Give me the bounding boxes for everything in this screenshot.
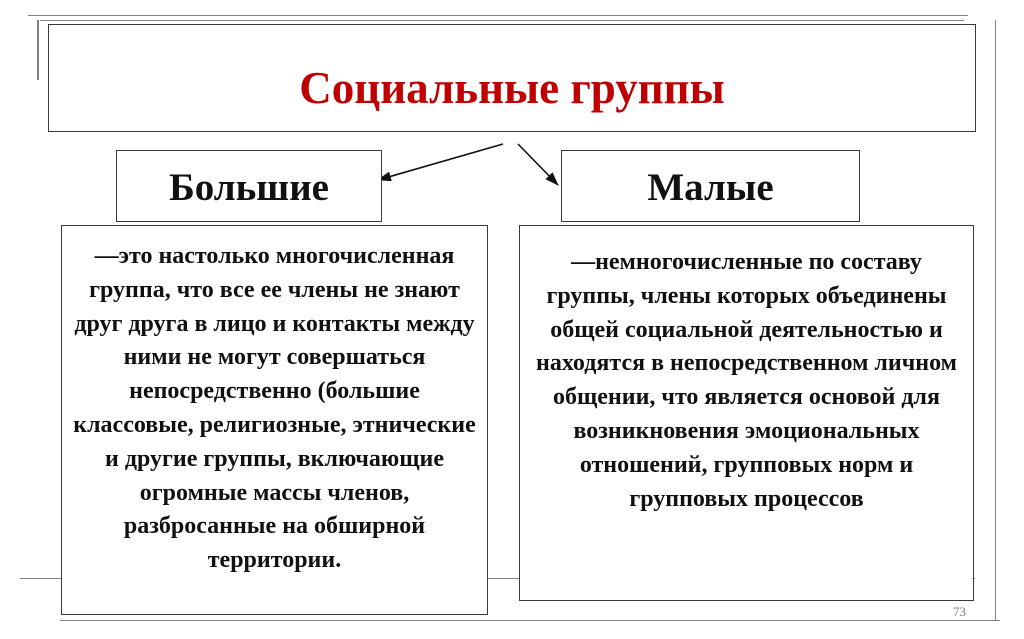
- large-groups-label: Большие: [169, 166, 329, 209]
- arrow-to-small: [518, 144, 558, 185]
- diagram-title: Социальные группы: [299, 63, 725, 113]
- small-groups-description-box: [519, 225, 974, 601]
- arrow-to-large: [378, 144, 503, 180]
- small-groups-description: —немногочисленные по составу группы, члены которых объединены общей социальной деятельностью и находятся в непосредственном личном общении, что является основой для возникновения эмоциональных отношений, групповых норм и групповых процессов: [536, 249, 957, 512]
- large-groups-description-box: [61, 225, 488, 615]
- small-groups-box: [561, 150, 860, 222]
- large-groups-description: —это настолько многочисленная группа, что все ее члены не знают друг друга в лицо и контакты между ними не могут совершаться непосредственно (большие классовые, религиозные, этнические и другие группы, включающие огромные массы членов, разбросанные на обширной территории.: [73, 243, 476, 574]
- page-number: 73: [953, 604, 966, 619]
- small-groups-label: Малые: [647, 166, 774, 209]
- large-groups-box: [116, 150, 382, 222]
